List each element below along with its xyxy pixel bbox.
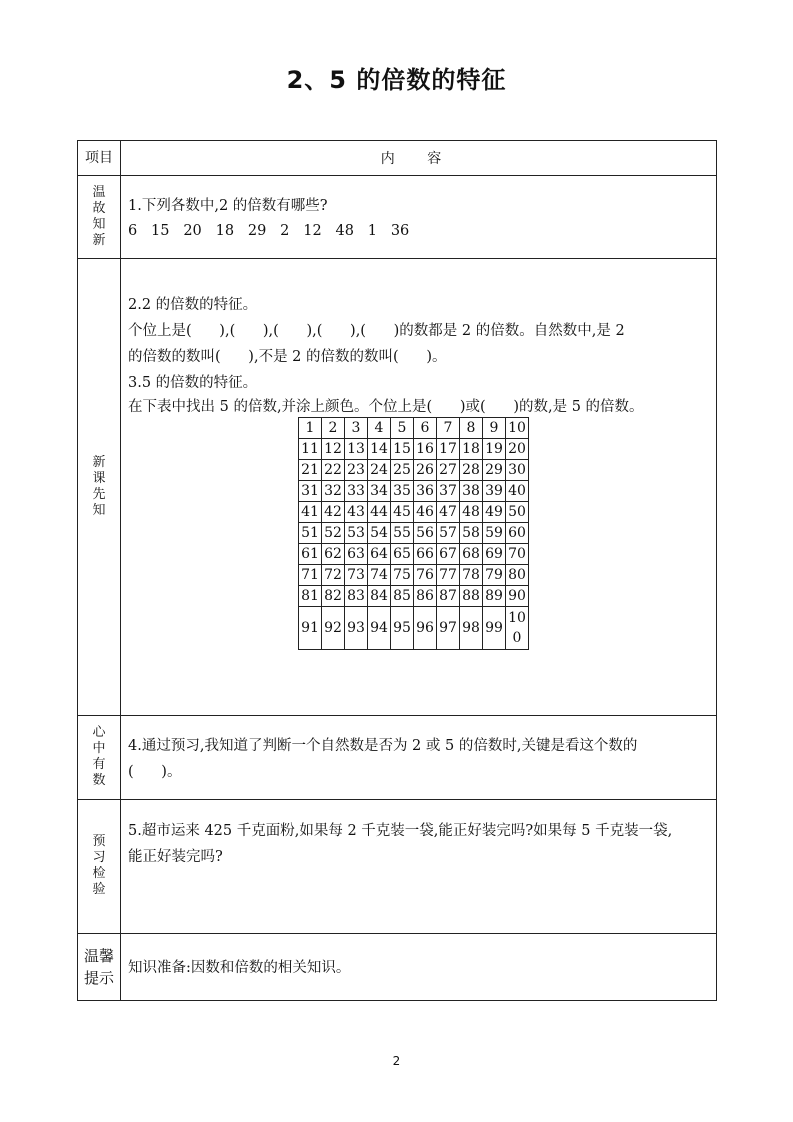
number-grid-row xyxy=(299,418,529,439)
question-2-line2: 的倍数的数叫( ),不是 2 的倍数的数叫( )。 xyxy=(128,349,447,365)
question-1: 1.下列各数中,2 的倍数有哪些? xyxy=(128,198,328,214)
number-grid-cell[interactable]: 53 xyxy=(345,523,368,544)
question-4-line1: 4.通过预习,我知道了判断一个自然数是否为 2 或 5 的倍数时,关键是看这个数的 xyxy=(128,738,638,754)
section-label-tips: 温馨提示 xyxy=(83,946,114,987)
number-grid-cell[interactable]: 60 xyxy=(506,523,529,544)
section-label-new: 新课先知 xyxy=(92,454,106,518)
number-grid-cell[interactable]: 33 xyxy=(345,481,368,502)
question-3-title: 3.5 的倍数的特征。 xyxy=(128,375,258,391)
number-grid-cell[interactable]: 14 xyxy=(368,439,391,460)
number-grid-cell[interactable]: 91 xyxy=(299,607,322,650)
number-grid-cell[interactable]: 48 xyxy=(460,502,483,523)
number-grid-cell[interactable]: 7 xyxy=(437,418,460,439)
number-grid-cell[interactable]: 89 xyxy=(483,586,506,607)
tips-text: 知识准备:因数和倍数的相关知识。 xyxy=(128,960,351,976)
number-grid-cell[interactable]: 72 xyxy=(322,565,345,586)
number-grid-cell[interactable]: 26 xyxy=(414,460,437,481)
number-grid-cell[interactable]: 87 xyxy=(437,586,460,607)
number-grid-cell[interactable]: 68 xyxy=(460,544,483,565)
question-2-line1: 个位上是( ),( ),( ),( ),( )的数都是 2 的倍数。自然数中,是 2 xyxy=(128,323,625,339)
number-grid-cell[interactable]: 63 xyxy=(345,544,368,565)
number-grid-cell[interactable]: 25 xyxy=(391,460,414,481)
number-grid-cell[interactable]: 88 xyxy=(460,586,483,607)
number-grid xyxy=(298,417,529,650)
number-grid-cell[interactable]: 45 xyxy=(391,502,414,523)
number-grid-cell[interactable]: 77 xyxy=(437,565,460,586)
number-grid-cell[interactable]: 50 xyxy=(506,502,529,523)
number-grid-cell[interactable]: 85 xyxy=(391,586,414,607)
number-grid-row xyxy=(299,439,529,460)
row-divider xyxy=(78,175,716,176)
number-grid-cell[interactable]: 18 xyxy=(460,439,483,460)
number-grid-cell[interactable]: 40 xyxy=(506,481,529,502)
section-label-review: 温故知新 xyxy=(92,184,106,248)
number-grid-cell[interactable]: 65 xyxy=(391,544,414,565)
number-grid-cell[interactable]: 20 xyxy=(506,439,529,460)
number-grid-cell[interactable]: 41 xyxy=(299,502,322,523)
number-grid-cell[interactable]: 86 xyxy=(414,586,437,607)
number-grid-cell[interactable]: 55 xyxy=(391,523,414,544)
number-grid-cell[interactable]: 22 xyxy=(322,460,345,481)
number-grid-cell[interactable]: 38 xyxy=(460,481,483,502)
number-grid-cell[interactable]: 69 xyxy=(483,544,506,565)
number-grid-row xyxy=(299,481,529,502)
number-grid-cell[interactable]: 6 xyxy=(414,418,437,439)
number-grid-cell[interactable]: 75 xyxy=(391,565,414,586)
row-divider xyxy=(78,715,716,716)
number-grid-cell[interactable]: 83 xyxy=(345,586,368,607)
number-grid-row xyxy=(299,586,529,607)
header-content-label: 内 容 xyxy=(380,151,456,167)
number-grid-cell[interactable]: 9 xyxy=(483,418,506,439)
number-grid-cell[interactable]: 96 xyxy=(414,607,437,650)
number-grid-cell[interactable]: 97 xyxy=(437,607,460,650)
number-grid-cell[interactable]: 94 xyxy=(368,607,391,650)
question-5-line1: 5.超市运来 425 千克面粉,如果每 2 千克装一袋,能正好装完吗?如果每 5 千克装一袋, xyxy=(128,823,673,839)
number-grid-cell[interactable]: 61 xyxy=(299,544,322,565)
number-grid-cell[interactable]: 76 xyxy=(414,565,437,586)
number-grid-cell[interactable]: 15 xyxy=(391,439,414,460)
question-1-numbers: 6 15 20 18 29 2 12 48 1 36 xyxy=(128,223,410,239)
row-divider xyxy=(78,933,716,934)
number-grid-cell[interactable]: 58 xyxy=(460,523,483,544)
number-grid-cell[interactable]: 54 xyxy=(368,523,391,544)
page-title: 2、5 的倍数的特征 xyxy=(286,66,507,94)
number-grid-cell[interactable]: 81 xyxy=(299,586,322,607)
header-project-cell xyxy=(78,141,120,175)
header-project-label: 项目 xyxy=(85,150,113,166)
number-grid-row xyxy=(299,544,529,565)
number-grid-row xyxy=(299,502,529,523)
number-grid-cell[interactable]: 11 xyxy=(299,439,322,460)
number-grid-row xyxy=(299,565,529,586)
number-grid-cell[interactable]: 98 xyxy=(460,607,483,650)
number-grid-cell[interactable]: 79 xyxy=(483,565,506,586)
number-grid-cell[interactable]: 84 xyxy=(368,586,391,607)
number-grid-cell[interactable]: 56 xyxy=(414,523,437,544)
number-grid-row xyxy=(299,523,529,544)
question-5-line2: 能正好装完吗? xyxy=(128,849,223,865)
number-grid-cell[interactable]: 35 xyxy=(391,481,414,502)
question-3-line1: 在下表中找出 5 的倍数,并涂上颜色。个位上是( )或( )的数,是 5 的倍数。 xyxy=(128,399,644,415)
row-divider xyxy=(78,799,716,800)
number-grid-cell[interactable]: 47 xyxy=(437,502,460,523)
number-grid-cell[interactable]: 93 xyxy=(345,607,368,650)
number-grid-cell[interactable]: 36 xyxy=(414,481,437,502)
number-grid-cell[interactable]: 37 xyxy=(437,481,460,502)
number-grid-cell[interactable]: 8 xyxy=(460,418,483,439)
number-grid-cell[interactable]: 99 xyxy=(483,607,506,650)
number-grid-cell[interactable]: 66 xyxy=(414,544,437,565)
number-grid-cell[interactable]: 19 xyxy=(483,439,506,460)
section-label-mind: 心中有数 xyxy=(92,725,106,788)
number-grid-cell[interactable]: 3 xyxy=(345,418,368,439)
worksheet-table xyxy=(77,140,717,1001)
number-grid-cell[interactable]: 28 xyxy=(460,460,483,481)
number-grid-cell[interactable]: 92 xyxy=(322,607,345,650)
number-grid-cell[interactable]: 57 xyxy=(437,523,460,544)
number-grid-cell[interactable]: 42 xyxy=(322,502,345,523)
number-grid-cell[interactable]: 13 xyxy=(345,439,368,460)
number-grid-cell[interactable]: 46 xyxy=(414,502,437,523)
number-grid-cell[interactable]: 21 xyxy=(299,460,322,481)
number-grid-cell[interactable]: 27 xyxy=(437,460,460,481)
number-grid-cell[interactable]: 29 xyxy=(483,460,506,481)
number-grid-cell[interactable]: 64 xyxy=(368,544,391,565)
number-grid-cell[interactable]: 23 xyxy=(345,460,368,481)
number-grid-row xyxy=(299,607,529,650)
number-grid-cell[interactable]: 59 xyxy=(483,523,506,544)
number-grid-cell[interactable]: 90 xyxy=(506,586,529,607)
number-grid-cell[interactable]: 71 xyxy=(299,565,322,586)
number-grid-cell[interactable]: 78 xyxy=(460,565,483,586)
number-grid-cell[interactable]: 100 xyxy=(506,607,529,650)
number-grid-cell[interactable]: 39 xyxy=(483,481,506,502)
number-grid-cell[interactable]: 43 xyxy=(345,502,368,523)
column-divider xyxy=(120,141,121,1000)
number-grid-cell[interactable]: 5 xyxy=(391,418,414,439)
number-grid-row xyxy=(299,460,529,481)
number-grid-cell[interactable]: 67 xyxy=(437,544,460,565)
number-grid-cell[interactable]: 31 xyxy=(299,481,322,502)
number-grid-cell[interactable]: 44 xyxy=(368,502,391,523)
number-grid-cell[interactable]: 73 xyxy=(345,565,368,586)
question-2-title: 2.2 的倍数的特征。 xyxy=(128,297,258,313)
number-grid-cell[interactable]: 49 xyxy=(483,502,506,523)
number-grid-cell[interactable]: 12 xyxy=(322,439,345,460)
number-grid-cell[interactable]: 74 xyxy=(368,565,391,586)
question-4-line2: ( )。 xyxy=(128,764,182,780)
number-grid-cell[interactable]: 24 xyxy=(368,460,391,481)
number-grid-cell[interactable]: 62 xyxy=(322,544,345,565)
section-label-check: 预习检验 xyxy=(92,834,106,897)
number-grid-cell[interactable]: 82 xyxy=(322,586,345,607)
number-grid-cell[interactable]: 10 xyxy=(506,418,529,439)
number-grid-cell[interactable]: 4 xyxy=(368,418,391,439)
page-number: 2 xyxy=(392,1054,401,1068)
number-grid-cell[interactable]: 51 xyxy=(299,523,322,544)
number-grid-cell[interactable]: 16 xyxy=(414,439,437,460)
number-grid-cell[interactable]: 70 xyxy=(506,544,529,565)
number-grid-cell[interactable]: 17 xyxy=(437,439,460,460)
number-grid-cell[interactable]: 52 xyxy=(322,523,345,544)
number-grid-cell[interactable]: 1 xyxy=(299,418,322,439)
number-grid-cell[interactable]: 34 xyxy=(368,481,391,502)
number-grid-cell[interactable]: 95 xyxy=(391,607,414,650)
number-grid-cell[interactable]: 32 xyxy=(322,481,345,502)
number-grid-cell[interactable]: 2 xyxy=(322,418,345,439)
number-grid-cell[interactable]: 80 xyxy=(506,565,529,586)
row-divider xyxy=(78,258,716,259)
number-grid-cell[interactable]: 30 xyxy=(506,460,529,481)
